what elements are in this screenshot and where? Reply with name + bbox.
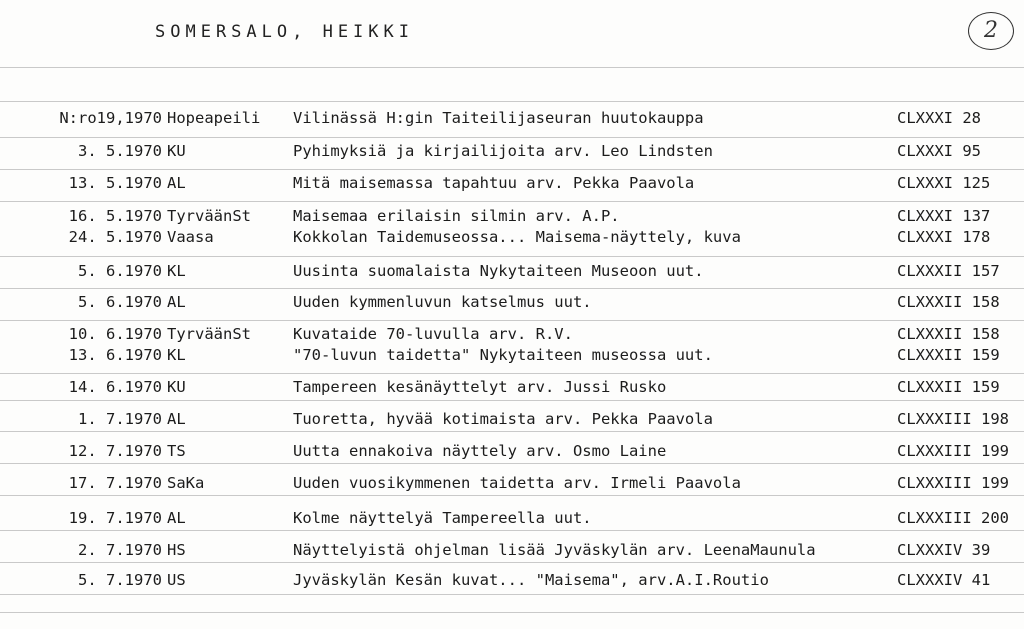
entry-ref: CLXXXII 159 bbox=[897, 346, 1000, 364]
entry-ref: CLXXXII 158 bbox=[897, 293, 1000, 311]
entry-row bbox=[0, 376, 1024, 398]
entry-ref: CLXXXI 137 bbox=[897, 207, 991, 225]
entry-date: 5. 6.1970 bbox=[78, 293, 162, 311]
entry-date: 24. 5.1970 bbox=[68, 228, 162, 246]
entry-row bbox=[0, 507, 1024, 529]
entry-title: Näyttelyistä ohjelman lisää Jyväskylän arv. LeenaMaunula bbox=[293, 541, 816, 559]
entry-paper: KL bbox=[167, 346, 186, 364]
ruled-line bbox=[0, 562, 1024, 563]
entry-paper: TS bbox=[167, 442, 186, 460]
entry-row bbox=[0, 569, 1024, 591]
ruled-line bbox=[0, 169, 1024, 170]
entry-title: Kuvataide 70-luvulla arv. R.V. bbox=[293, 325, 573, 343]
entry-ref: CLXXXI 28 bbox=[897, 109, 981, 127]
entry-row bbox=[0, 205, 1024, 227]
ruled-line bbox=[0, 201, 1024, 202]
entry-row bbox=[0, 260, 1024, 282]
entry-date: N:ro19,1970 bbox=[59, 109, 162, 127]
entry-ref: CLXXXII 158 bbox=[897, 325, 1000, 343]
entry-date: 13. 6.1970 bbox=[68, 346, 162, 364]
entry-ref: CLXXXIV 41 bbox=[897, 571, 991, 589]
entry-row bbox=[0, 408, 1024, 430]
entry-paper: AL bbox=[167, 509, 186, 527]
entry-row bbox=[0, 323, 1024, 345]
entry-date: 19. 7.1970 bbox=[68, 509, 162, 527]
ruled-line bbox=[0, 400, 1024, 401]
entry-ref: CLXXXII 157 bbox=[897, 262, 1000, 280]
entry-paper: AL bbox=[167, 174, 186, 192]
entry-paper: Hopeapeili bbox=[167, 109, 261, 127]
entry-ref: CLXXXIII 198 bbox=[897, 410, 1009, 428]
ruled-line bbox=[0, 137, 1024, 138]
entry-date: 17. 7.1970 bbox=[68, 474, 162, 492]
entry-paper: SaKa bbox=[167, 474, 205, 492]
entry-paper: KU bbox=[167, 142, 186, 160]
entry-row bbox=[0, 172, 1024, 194]
entry-ref: CLXXXIII 199 bbox=[897, 442, 1009, 460]
entry-row bbox=[0, 539, 1024, 561]
entry-title: Maisemaa erilaisin silmin arv. A.P. bbox=[293, 207, 620, 225]
ruled-line bbox=[0, 256, 1024, 257]
ruled-line bbox=[0, 288, 1024, 289]
entry-paper: AL bbox=[167, 410, 186, 428]
entry-row bbox=[0, 226, 1024, 248]
entry-row bbox=[0, 107, 1024, 129]
entry-paper: US bbox=[167, 571, 186, 589]
page-number-circle: 2 bbox=[968, 12, 1014, 50]
ruled-line bbox=[0, 594, 1024, 595]
entry-ref: CLXXXI 125 bbox=[897, 174, 991, 192]
entry-title: Uutta ennakoiva näyttely arv. Osmo Laine bbox=[293, 442, 667, 460]
entry-paper: KL bbox=[167, 262, 186, 280]
ruled-line bbox=[0, 431, 1024, 432]
card-header-name: SOMERSALO, HEIKKI bbox=[155, 22, 414, 42]
entry-title: Kokkolan Taidemuseossa... Maisema-näyttely, kuva bbox=[293, 228, 741, 246]
entry-title: Tuoretta, hyvää kotimaista arv. Pekka Paavola bbox=[293, 410, 713, 428]
entry-paper: HS bbox=[167, 541, 186, 559]
ruled-line bbox=[0, 495, 1024, 496]
entry-title: Uuden kymmenluvun katselmus uut. bbox=[293, 293, 592, 311]
entry-ref: CLXXXIII 199 bbox=[897, 474, 1009, 492]
entry-row bbox=[0, 140, 1024, 162]
entry-title: Uusinta suomalaista Nykytaiteen Museoon uut. bbox=[293, 262, 704, 280]
entry-date: 1. 7.1970 bbox=[78, 410, 162, 428]
entry-date: 10. 6.1970 bbox=[68, 325, 162, 343]
entry-title: Vilinässä H:gin Taiteilijaseuran huutokauppa bbox=[293, 109, 704, 127]
ruled-line bbox=[0, 67, 1024, 68]
entry-date: 5. 7.1970 bbox=[78, 571, 162, 589]
entry-row bbox=[0, 344, 1024, 366]
entry-paper: AL bbox=[167, 293, 186, 311]
ruled-line bbox=[0, 373, 1024, 374]
entry-title: "70-luvun taidetta" Nykytaiteen museossa uut. bbox=[293, 346, 713, 364]
ruled-line bbox=[0, 101, 1024, 102]
entry-ref: CLXXXIII 200 bbox=[897, 509, 1009, 527]
entry-date: 2. 7.1970 bbox=[78, 541, 162, 559]
entry-paper: KU bbox=[167, 378, 186, 396]
entry-date: 14. 6.1970 bbox=[68, 378, 162, 396]
entry-date: 13. 5.1970 bbox=[68, 174, 162, 192]
entry-row bbox=[0, 472, 1024, 494]
entry-title: Mitä maisemassa tapahtuu arv. Pekka Paavola bbox=[293, 174, 695, 192]
entry-date: 16. 5.1970 bbox=[68, 207, 162, 225]
entry-title: Pyhimyksiä ja kirjailijoita arv. Leo Lindsten bbox=[293, 142, 713, 160]
ruled-line bbox=[0, 320, 1024, 321]
entry-title: Kolme näyttelyä Tampereella uut. bbox=[293, 509, 592, 527]
entry-date: 12. 7.1970 bbox=[68, 442, 162, 460]
entry-row bbox=[0, 291, 1024, 313]
entry-paper: TyrväänSt bbox=[167, 325, 251, 343]
entry-title: Uuden vuosikymmenen taidetta arv. Irmeli Paavola bbox=[293, 474, 741, 492]
ruled-line bbox=[0, 463, 1024, 464]
entry-date: 5. 6.1970 bbox=[78, 262, 162, 280]
entry-ref: CLXXXI 178 bbox=[897, 228, 991, 246]
entry-title: Tampereen kesänäyttelyt arv. Jussi Rusko bbox=[293, 378, 667, 396]
entry-ref: CLXXXIV 39 bbox=[897, 541, 991, 559]
entry-ref: CLXXXI 95 bbox=[897, 142, 981, 160]
entry-ref: CLXXXII 159 bbox=[897, 378, 1000, 396]
entry-date: 3. 5.1970 bbox=[78, 142, 162, 160]
entry-title: Jyväskylän Kesän kuvat... "Maisema", arv.A.I.Routio bbox=[293, 571, 769, 589]
ruled-line bbox=[0, 530, 1024, 531]
ruled-line bbox=[0, 612, 1024, 613]
entry-paper: Vaasa bbox=[167, 228, 214, 246]
entry-paper: TyrväänSt bbox=[167, 207, 251, 225]
entry-row bbox=[0, 440, 1024, 462]
